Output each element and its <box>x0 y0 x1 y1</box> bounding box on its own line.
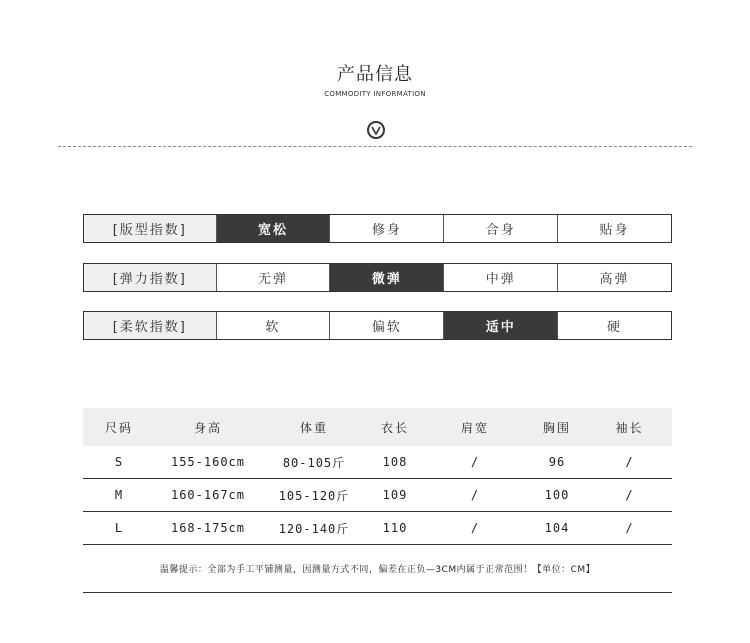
size-note: 温馨提示：全部为手工平铺测量，因测量方式不同，偏差在正负—3CM内属于正常范围！【单位：CM】 <box>83 545 672 593</box>
table-cell: 110 <box>367 512 423 545</box>
elastic-option: 微弹 <box>329 264 443 291</box>
table-header: 肩宽 <box>423 408 527 446</box>
table-note-row <box>83 545 672 593</box>
table-cell: 155-160cm <box>155 446 261 479</box>
table-cell: / <box>423 512 527 545</box>
table-header: 身高 <box>155 408 261 446</box>
table-cell: S <box>83 446 155 479</box>
table-header-row <box>83 408 672 446</box>
table-cell: 96 <box>527 446 587 479</box>
elastic-index-label: [弹力指数] <box>84 264 216 291</box>
table-cell: 168-175cm <box>155 512 261 545</box>
fit-index-label: [版型指数] <box>84 215 216 242</box>
table-header: 衣长 <box>367 408 423 446</box>
fit-option: 合身 <box>443 215 557 242</box>
table-row <box>83 512 672 545</box>
table-row <box>83 446 672 479</box>
page-subtitle: COMMODITY INFORMATION <box>324 90 426 98</box>
table-row <box>83 479 672 512</box>
softness-option: 偏软 <box>329 312 443 339</box>
table-cell: / <box>423 479 527 512</box>
fit-index-row <box>83 214 672 243</box>
table-header: 尺码 <box>83 408 155 446</box>
table-cell: / <box>587 479 672 512</box>
table-cell: / <box>587 446 672 479</box>
table-cell: 100 <box>527 479 587 512</box>
page-title: 产品信息 <box>337 64 413 85</box>
table-cell: L <box>83 512 155 545</box>
table-cell: 105-120斤 <box>261 479 367 512</box>
elastic-option: 无弹 <box>216 264 330 291</box>
fit-option: 修身 <box>329 215 443 242</box>
divider <box>58 146 692 147</box>
elastic-option: 中弹 <box>443 264 557 291</box>
table-cell: 120-140斤 <box>261 512 367 545</box>
table-cell: 80-105斤 <box>261 446 367 479</box>
softness-option: 软 <box>216 312 330 339</box>
v-circle-icon <box>367 121 385 139</box>
table-cell: / <box>587 512 672 545</box>
table-header: 袖长 <box>587 408 672 446</box>
table-cell: 109 <box>367 479 423 512</box>
table-cell: / <box>423 446 527 479</box>
softness-index-row <box>83 311 672 340</box>
table-cell: 104 <box>527 512 587 545</box>
softness-index-label: [柔软指数] <box>84 312 216 339</box>
table-cell: M <box>83 479 155 512</box>
softness-option: 适中 <box>443 312 557 339</box>
table-header: 体重 <box>261 408 367 446</box>
table-header: 胸围 <box>527 408 587 446</box>
size-table <box>83 408 672 593</box>
table-cell: 108 <box>367 446 423 479</box>
fit-option: 贴身 <box>557 215 671 242</box>
fit-option: 宽松 <box>216 215 330 242</box>
softness-option: 硬 <box>557 312 671 339</box>
table-cell: 160-167cm <box>155 479 261 512</box>
elastic-option: 高弹 <box>557 264 671 291</box>
elastic-index-row <box>83 263 672 292</box>
